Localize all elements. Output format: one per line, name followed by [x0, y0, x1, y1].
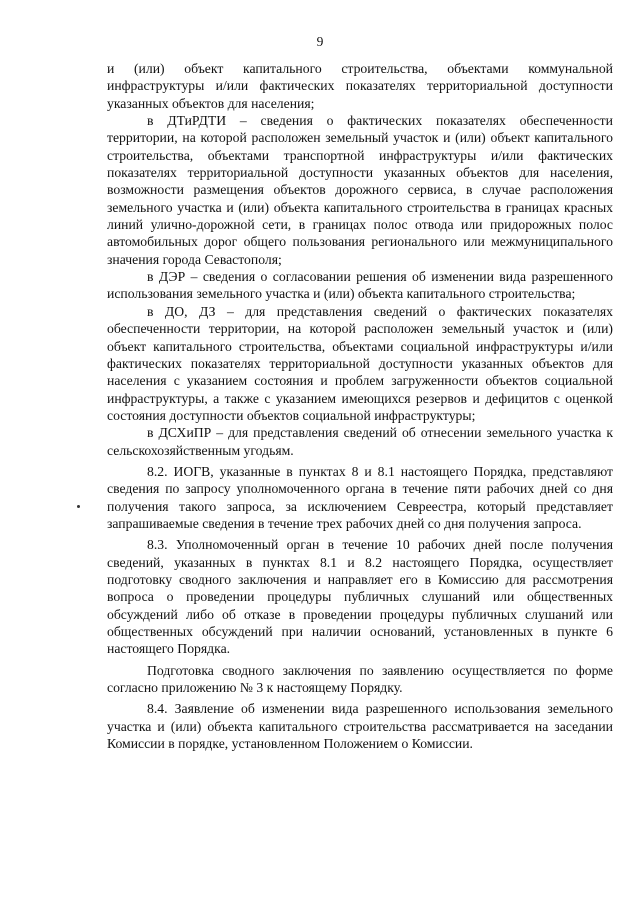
document-body [107, 60, 613, 752]
paragraph-dtirdti: в ДТиРДТИ – сведения о фактических показателях обеспеченности территории, на которой расположен земельный участок и (или) объект капитального строительства, объектами транспортной инфраструктуры и/или фактических показателях территориальной доступности указанных объектов для населения, возможности размещения объектов дорожного сервиса, в случае расположения земельного участка и (или) объекта капитального строительства в границах красных линий улично-дорожной сети, в границах полос отвода или придорожных полос автомобильных дорог общего пользования регионального или межмуниципального значения города Севастополя; [107, 113, 613, 267]
paragraph-summary-form: Подготовка сводного заключения по заявлению осуществляется по форме согласно приложению № 3 к настоящему Порядку. [107, 662, 613, 696]
paragraph-continuation: и (или) объект капитального строительства, объектами коммунальной инфраструктуры и/или фактических показателях территориальной доступности указанных объектов для населения; [107, 61, 613, 111]
scan-speck [77, 505, 80, 508]
paragraph-der: в ДЭР – сведения о согласовании решения об изменении вида разрешенного использования земельного участка и (или) объекта капитального строительства; [107, 269, 613, 302]
paragraph-dshipr: в ДСХиПР – для представления сведений об отнесении земельного участка к сельскохозяйственным угодьям. [107, 425, 613, 458]
page-number: 9 [316, 34, 324, 49]
paragraph-8-2: 8.2. ИОГВ, указанные в пунктах 8 и 8.1 настоящего Порядка, представляют сведения по запросу уполномоченного органа в течение пяти рабочих дней со дня получения такого запроса, за исключением Севреестра, который представляет запрашиваемые сведения в течение трех рабочих дней со дня получения запроса. [107, 463, 613, 531]
paragraph-8-4: 8.4. Заявление об изменении вида разрешенного использования земельного участка и (или) объекта капитального строительства рассматривается на заседании Комиссии в порядке, установленном Положением о Комиссии. [107, 701, 613, 752]
paragraph-do-dz: в ДО, ДЗ – для представления сведений о фактических показателях обеспеченности территории, на которой расположен земельный участок и (или) объект капитального строительства, объектами социальной инфраструктуры и/или фактических показателях территориальной доступности указанных объектов для населения с указанием состояния и проблем загруженности объектов социальной инфраструктуры, а также с указанием имеющихся резервов и дефицитов с оценкой состояния доступности объектов социальной инфраструктуры; [107, 303, 613, 423]
paragraph-8-3: 8.3. Уполномоченный орган в течение 10 рабочих дней после получения сведений, указанных в пунктах 8.1 и 8.2 настоящего Порядка, осуществляет подготовку сводного заключения и направляет его в Комиссию для рассмотрения вопроса о проведении процедуры публичных слушаний или общественных обсуждений либо об отказе в проведении процедуры публичных слушаний или общественных обсуждений при наличии оснований, установленных в пункте 6 настоящего Порядка. [107, 537, 613, 657]
